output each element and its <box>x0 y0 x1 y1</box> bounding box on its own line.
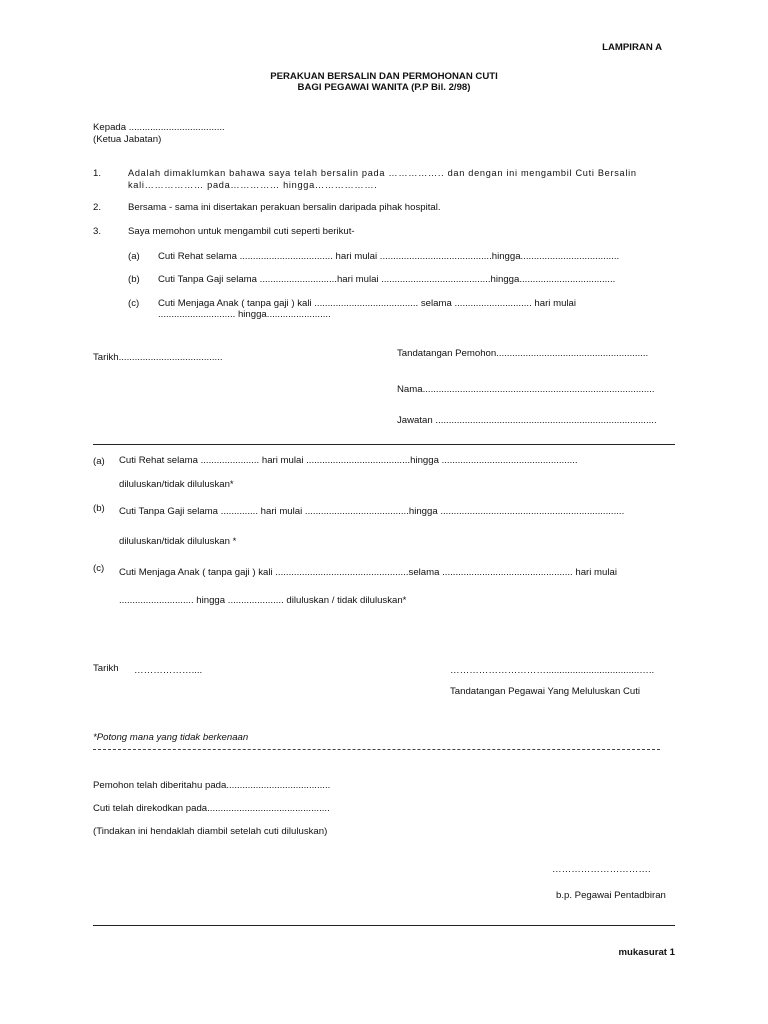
approval-childcare-status: ............................ hingga ..................... diluluskan / tidak diluluskan* <box>119 595 407 606</box>
item-number: 2. <box>93 202 102 213</box>
item-number: 3. <box>93 226 102 237</box>
admin-notified-field: Pemohon telah diberitahu pada....................................... <box>93 780 331 791</box>
leave-request-childcare-cont: ............................. hingga........................ <box>158 309 331 320</box>
approval-label: (a) <box>93 456 105 467</box>
applicant-date-field: Tarikh....................................... <box>93 352 223 363</box>
leave-request-unpaid: Cuti Tanpa Gaji selama .............................hari mulai .........................................hingga.................................... <box>158 274 616 285</box>
leave-request-annual: Cuti Rehat selama ................................... hari mulai ..........................................hingga..................................... <box>158 251 620 262</box>
approver-date-field: ……………….... <box>134 665 203 676</box>
approval-unpaid: Cuti Tanpa Gaji selama .............. hari mulai .......................................hingga ..................................................................... <box>119 506 625 517</box>
item-2-text: Bersama - sama ini disertakan perakuan bersalin daripada pihak hospital. <box>128 202 441 213</box>
approval-annual-status: diluluskan/tidak diluluskan* <box>119 479 234 490</box>
footer-divider <box>93 925 675 926</box>
page-number: mukasurat 1 <box>618 947 675 958</box>
admin-officer-label: b.p. Pegawai Pentadbiran <box>556 890 666 901</box>
section-divider <box>93 444 675 445</box>
approver-signature-label: Tandatangan Pegawai Yang Meluluskan Cuti <box>450 686 641 697</box>
applicant-name-field: Nama....................................................................................... <box>397 384 655 395</box>
item-3-text: Saya memohon untuk mengambil cuti seperti berikut- <box>128 226 355 237</box>
admin-signature-line: …………………………. <box>552 864 651 875</box>
leave-request-label: (a) <box>128 251 140 262</box>
leave-request-label: (c) <box>128 298 140 309</box>
item-1-line2: kali……………… pada…………… hingga………………. <box>128 180 378 190</box>
approver-date-label: Tarikh <box>93 663 119 674</box>
appendix-label: LAMPIRAN A <box>602 42 662 53</box>
applicant-signature-field: Tandatangan Pemohon......................................................... <box>397 348 649 359</box>
cut-line <box>93 749 660 750</box>
form-title-line1: PERAKUAN BERSALIN DAN PERMOHONAN CUTI <box>270 71 498 82</box>
admin-recorded-field: Cuti telah direkodkan pada.............................................. <box>93 803 330 814</box>
leave-request-label: (b) <box>128 274 140 285</box>
admin-remark: (Tindakan ini hendaklah diambil setelah cuti diluluskan) <box>93 826 328 837</box>
approver-signature-line: …………………………...................................….. <box>450 665 655 676</box>
applicant-position-field: Jawatan ................................................................................... <box>397 415 657 426</box>
approval-childcare: Cuti Menjaga Anak ( tanpa gaji ) kali ..................................................selama ................................................. hari mulai <box>119 567 617 578</box>
leave-request-childcare: Cuti Menjaga Anak ( tanpa gaji ) kali ....................................... selama ............................. hari mulai <box>158 298 577 309</box>
footnote: *Potong mana yang tidak berkenaan <box>93 732 249 743</box>
item-1-line1: Adalah dimaklumkan bahawa saya telah bersalin pada …………….. dan dengan ini mengambil Cuti Bersalin <box>128 168 637 178</box>
approval-unpaid-status: diluluskan/tidak diluluskan * <box>119 536 237 547</box>
approval-annual: Cuti Rehat selama ...................... hari mulai .......................................hingga ................................................... <box>119 455 578 466</box>
form-title-line2: BAGI PEGAWAI WANITA (P.P Bil. 2/98) <box>297 82 471 93</box>
approval-label: (c) <box>93 563 105 574</box>
approval-label: (b) <box>93 503 105 514</box>
addressee-department: (Ketua Jabatan) <box>93 134 162 145</box>
item-number: 1. <box>93 168 102 179</box>
addressee-field: Kepada .................................... <box>93 122 225 133</box>
